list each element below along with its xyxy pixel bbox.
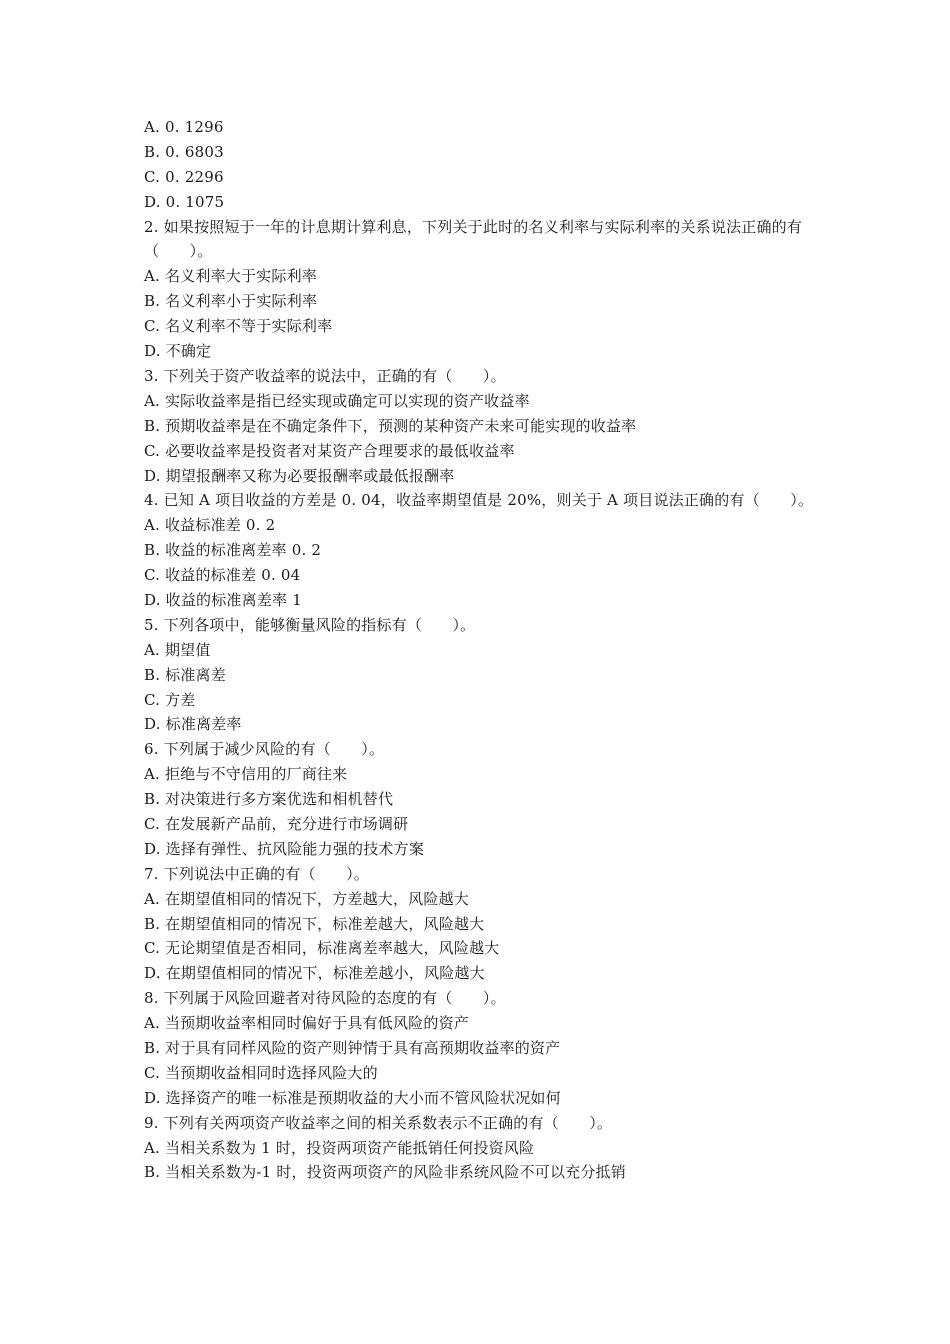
option-line: A. 实际收益率是指已经实现或确定可以实现的资产收益率: [144, 391, 530, 410]
question-line: 3. 下列关于资产收益率的说法中，正确的有（ ）。: [144, 366, 506, 385]
option-line: A. 期望值: [144, 640, 211, 659]
option-line: D. 不确定: [144, 342, 212, 361]
option-line: A. 0. 1296: [144, 118, 224, 136]
document-body: [144, 115, 814, 1185]
option-line: A. 名义利率大于实际利率: [144, 267, 317, 286]
option-line: D. 收益的标准离差率 1: [144, 590, 302, 609]
option-line: A. 拒绝与不守信用的厂商往来: [144, 765, 348, 784]
question-line: 6. 下列属于减少风险的有（ ）。: [144, 740, 385, 759]
option-line: C. 0. 2296: [144, 167, 224, 186]
option-line: B. 0. 6803: [144, 142, 224, 161]
option-line: B. 对决策进行多方案优选和相机替代: [144, 790, 394, 809]
option-line: B. 名义利率小于实际利率: [144, 292, 318, 311]
option-line: C. 必要收益率是投资者对某资产合理要求的最低收益率: [144, 441, 515, 460]
option-line: A. 当相关系数为 1 时，投资两项资产能抵销任何投资风险: [144, 1138, 535, 1157]
question-line: 5. 下列各项中，能够衡量风险的指标有（ ）。: [144, 615, 476, 634]
option-line: B. 当相关系数为-1 时，投资两项资产的风险非系统风险不可以充分抵销: [144, 1163, 626, 1182]
question-line: 4. 已知 A 项目收益的方差是 0. 04，收益率期望值是 20%，则关于 A 项目说法正确的有（ ）。: [144, 491, 814, 510]
option-line: C. 当预期收益相同时选择风险大的: [144, 1063, 378, 1082]
option-line: D. 选择资产的唯一标准是预期收益的大小而不管风险状况如何: [144, 1088, 561, 1107]
question-line: 9. 下列有关两项资产收益率之间的相关系数表示不正确的有（ ）。: [144, 1113, 613, 1132]
option-line: B. 对于具有同样风险的资产则钟情于具有高预期收益率的资产: [144, 1038, 561, 1057]
option-line: C. 无论期望值是否相同，标准离差率越大，风险越大: [144, 939, 500, 958]
option-line: C. 收益的标准差 0. 04: [144, 566, 301, 585]
option-line: D. 0. 1075: [144, 192, 225, 211]
option-line: B. 预期收益率是在不确定条件下，预测的某种资产未来可能实现的收益率: [144, 416, 637, 435]
option-line: D. 期望报酬率又称为必要报酬率或最低报酬率: [144, 466, 455, 485]
option-line: D. 标准离差率: [144, 715, 242, 734]
option-line: A. 收益标准差 0. 2: [144, 516, 276, 535]
option-line: B. 收益的标准离差率 0. 2: [144, 541, 322, 560]
option-line: B. 在期望值相同的情况下，标准差越大，风险越大: [144, 914, 485, 933]
question-line: 2. 如果按照短于一年的计息期计算利息，下列关于此时的名义利率与实际利率的关系说法正确的有（ ）。: [144, 217, 803, 261]
option-line: D. 选择有弹性、抗风险能力强的技术方案: [144, 839, 425, 858]
option-line: C. 方差: [144, 690, 196, 709]
option-line: A. 在期望值相同的情况下，方差越大，风险越大: [144, 889, 469, 908]
option-line: D. 在期望值相同的情况下，标准差越小，风险越大: [144, 964, 485, 983]
option-line: A. 当预期收益率相同时偏好于具有低风险的资产: [144, 1014, 469, 1033]
question-line: 8. 下列属于风险回避者对待风险的态度的有（ ）。: [144, 989, 506, 1008]
option-line: C. 在发展新产品前，充分进行市场调研: [144, 814, 409, 833]
option-line: C. 名义利率不等于实际利率: [144, 317, 333, 336]
option-line: B. 标准离差: [144, 665, 226, 684]
question-line: 7. 下列说法中正确的有（ ）。: [144, 864, 369, 883]
